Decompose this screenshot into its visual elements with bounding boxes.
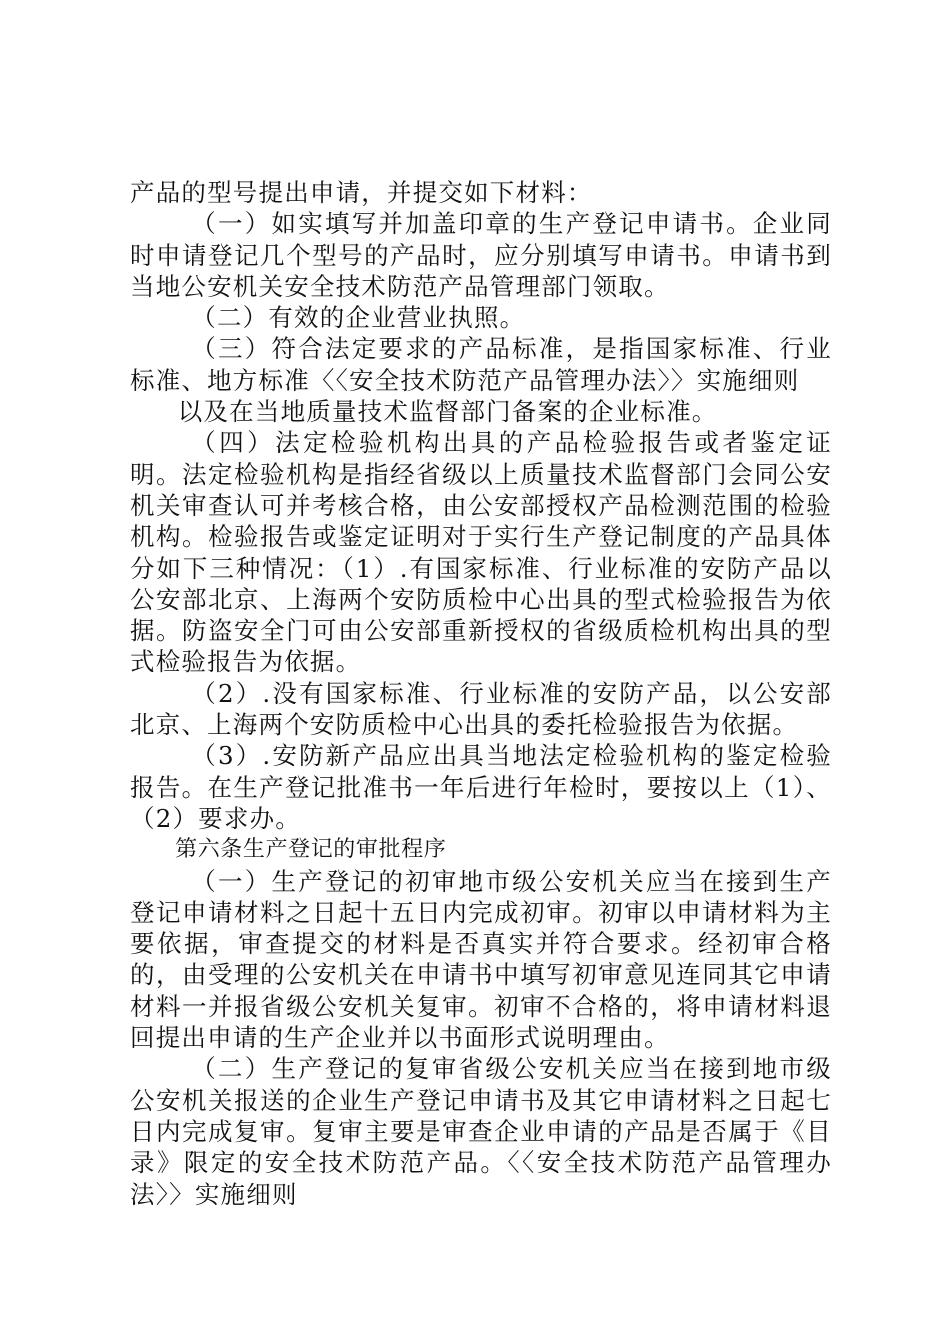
paragraph-preliminary-review: （一）生产登记的初审地市级公安机关应当在接到生产登记申请材料之日起十五日内完成初审。初审以申请材料为主要依据，审查提交的材料是否真实并符合要求。经初审合格的，由受理的公安机关在申请书中填写初审意见连同其它申请材料一并报省级公安机关复审。初审不合格的，将申请材料退回提出申请的生产企业并以书面形式说明理由。 [130, 866, 832, 1053]
paragraph-secondary-review: （二）生产登记的复审省级公安机关应当在接到地市级公安机关报送的企业生产登记申请书及其它申请材料之日起七日内完成复审。复审主要是审查企业申请的产品是否属于《目录》限定的安全技术防范产品。〈〈安全技术防范产品管理办法〉〉实施细则 [130, 1054, 832, 1209]
paragraph-case-3: （3）.安防新产品应出具当地法定检验机构的鉴定检验报告。在生产登记批准书一年后进行年检时，要按以上（1）、（2）要求办。 [130, 741, 832, 833]
paragraph-item-2: （二）有效的企业营业执照。 [191, 303, 526, 333]
paragraph-item-1: （一）如实填写并加盖印章的生产登记申请书。企业同时申请登记几个型号的产品时，应分别填写申请书。申请书到当地公安机关安全技术防范产品管理部门领取。 [130, 209, 832, 301]
paragraph-item-3-continued: 以及在当地质量技术监督部门备案的企业标准。 [177, 397, 718, 427]
paragraph-item-3: （三）符合法定要求的产品标准，是指国家标准、行业标准、地方标准〈〈安全技术防范产品管理办法〉〉实施细则 [130, 334, 832, 395]
paragraph-intro: 产品的型号提出申请，并提交如下材料： [130, 178, 593, 207]
document-page [130, 177, 832, 1210]
paragraph-case-2: （2）.没有国家标准、行业标准的安防产品，以公安部北京、上海两个安防质检中心出具的委托检验报告为依据。 [130, 678, 832, 740]
article-heading: 第六条生产登记的审批程序 [175, 837, 447, 863]
paragraph-item-4: （四）法定检验机构出具的产品检验报告或者鉴定证明。法定检验机构是指经省级以上质量技术监督部门会同公安机关审查认可并考核合格，由公安部授权产品检测范围的检验机构。检验报告或鉴定证明对于实行生产登记制度的产品具体分如下三种情况：（1）.有国家标准、行业标准的安防产品以公安部北京、上海两个安防质检中心出具的型式检验报告为依据。防盗安全门可由公安部重新授权的省级质检机构出具的型式检验报告为依据。 [130, 428, 832, 677]
